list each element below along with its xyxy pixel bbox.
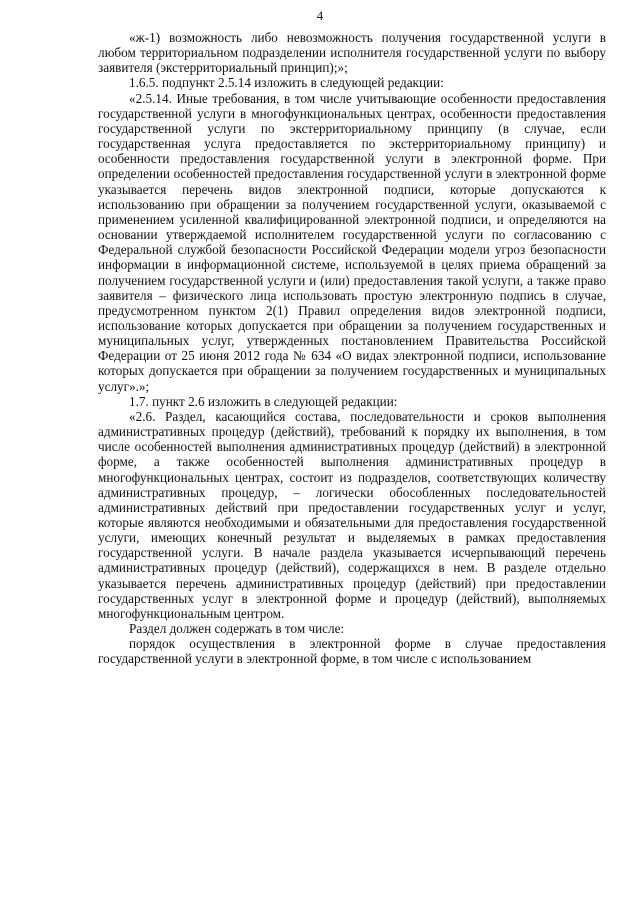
paragraph-item-zh1: «ж-1) возможность либо невозможность получения государственной услуги в любом территориальном подразделении исполнителя государственной услуги по выбору заявителя (экстерриториальный принцип);»;	[98, 30, 606, 76]
document-body	[98, 30, 606, 667]
paragraph-electronic-procedure: порядок осуществления в электронной форме в случае предоставления государственной услуги в электронной форме, в том числе с использованием	[98, 636, 606, 667]
paragraph-clause-2-6: «2.6. Раздел, касающийся состава, последовательности и сроков выполнения административных процедур (действий), требований к порядку их выполнения, в том числе особенностей выполнения административных процедур (действий) в электронной форме, а также особенностей выполнения административных процедур в многофункциональных центрах, состоит из подразделов, соответствующих количеству административных процедур, – логически обособленных последовательностей административных действий при предоставлении государственных услуг и услуг, которые являются необходимыми и обязательными для предоставления государственной услуги, имеющих конечный результат и выделяемых в рамках предоставления государственной услуги. В начале раздела указывается исчерпывающий перечень административных процедур (действий), содержащихся в нем. В разделе отдельно указывается перечень административных процедур (действий) при предоставлении государственных услуг в электронной форме и процедур (действий), выполняемых многофункциональным центром.	[98, 408, 606, 621]
paragraph-clause-2-5-14: «2.5.14. Иные требования, в том числе учитывающие особенности предоставления государственной услуги в многофункциональных центрах, особенности предоставления государственной услуги по экстерриториальному принципу (в случае, если государственная услуга предоставляется по экстерриториальному принципу) и особенности предоставления государственной услуги в электронной форме. При определении особенностей предоставления государственной услуги в электронной форме указывается перечень видов электронной подписи, которые допускаются к использованию при обращении за получением государственной услуги, оказываемой с применением усиленной квалифицированной электронной подписи, и определяются на основании утверждаемой исполнителем государственной услуги по согласованию с Федеральной службой безопасности Российской Федерации модели угроз безопасности информации в информационной системе, используемой в целях приема обращений за получением государственной услуги и (или) предоставления такой услуги, а также право заявителя – физического лица использовать простую электронную подпись в случае, предусмотренном пунктом 2(1) Правил определения видов электронной подписи, использование которых допускается при обращении за получением государственных и муниципальных услуг, утвержденных постановлением Правительства Российской Федерации от 25 июня 2012 года № 634 «О видах электронной подписи, использование которых допускается при обращении за получением государственных и муниципальных услуг».»;	[98, 90, 606, 394]
paragraph-amendment-1-7: 1.7. пункт 2.6 изложить в следующей редакции:	[129, 393, 398, 409]
page-number: 4	[316, 8, 324, 23]
paragraph-section-contents: Раздел должен содержать в том числе:	[129, 621, 345, 637]
paragraph-amendment-1-6-5: 1.6.5. подпункт 2.5.14 изложить в следующей редакции:	[129, 75, 444, 91]
